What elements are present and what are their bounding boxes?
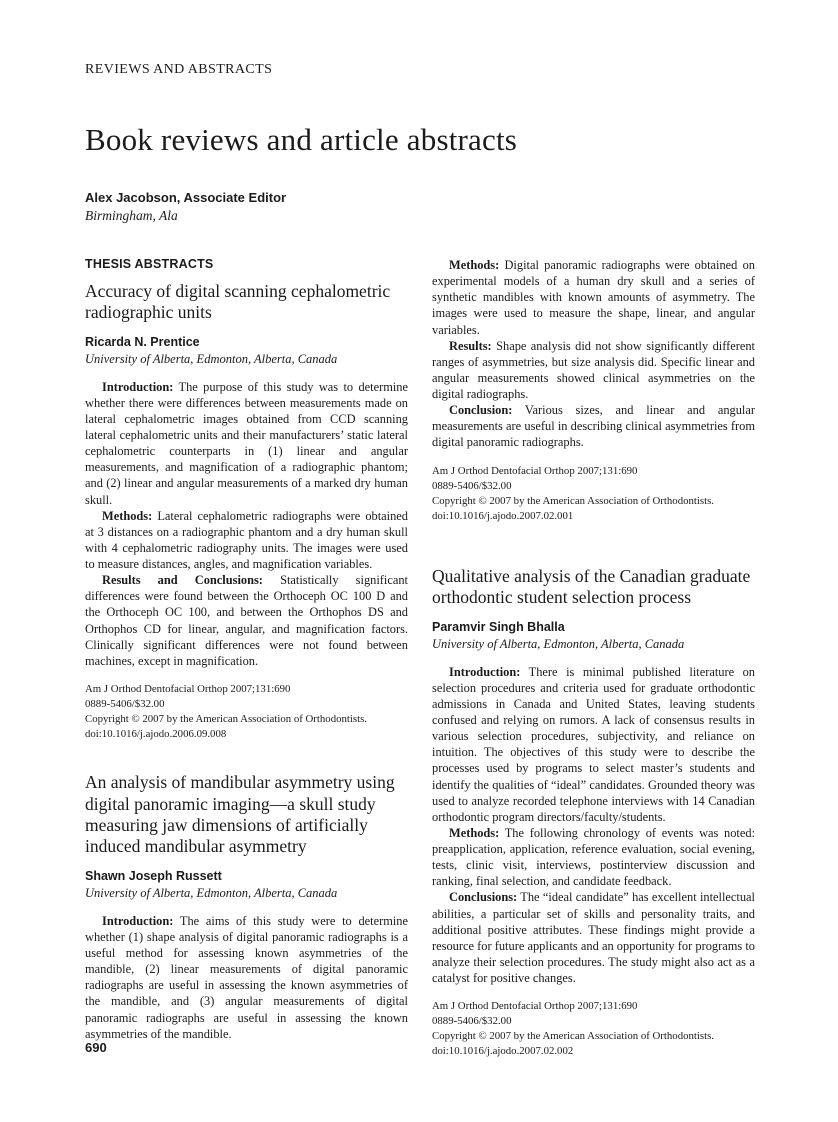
citation-line: doi:10.1016/j.ajodo.2007.02.001 <box>432 509 574 522</box>
citation-block <box>85 682 408 742</box>
article-author: Paramvir Singh Bhalla <box>432 619 565 634</box>
abstract-paragraph <box>85 572 408 669</box>
abstract-paragraph <box>85 508 408 573</box>
editor-location: Birmingham, Ala <box>85 208 178 223</box>
paragraph-label: Methods: <box>102 508 153 523</box>
paragraph-text: The following chronology of events was noted: preapplication, application, reference evaluation, social evening, tests, clinic visit, interviews, postinterview discussion and ranking, final selection, and candidate feedback. <box>432 825 756 889</box>
article-title: Qualitative analysis of the Canadian graduate orthodontic student selection process <box>432 565 751 608</box>
page-number: 690 <box>85 1040 107 1055</box>
citation-line: doi:10.1016/j.ajodo.2007.02.002 <box>432 1045 574 1058</box>
running-head: REVIEWS AND ABSTRACTS <box>85 62 273 77</box>
citation-line: Copyright © 2007 by the American Association of Orthodontists. <box>432 494 714 507</box>
article-affiliation: University of Alberta, Edmonton, Alberta, Canada <box>432 636 685 651</box>
abstract-paragraph <box>432 664 755 825</box>
citation-block <box>432 464 755 524</box>
paragraph-text: Digital panoramic radiographs were obtained on experimental models of a human dry skull and a series of synthetic mandibles with known amounts of asymmetry. The images were used to measure the shape, linear, and angular variables. <box>432 258 755 337</box>
article-affiliation: University of Alberta, Edmonton, Alberta, Canada <box>85 351 338 366</box>
abstract-paragraph <box>85 379 408 508</box>
page-title: Book reviews and article abstracts <box>85 122 518 157</box>
paragraph-text: Statistically significant differences were found between the Orthoceph OC 100 D and the Orthoceph OC 100, and between the Orthophos DS and Orthophos CD for linear, angular, and magnification factors. Clinically significant differences were not found between machines, except in magnification. <box>85 573 408 668</box>
abstract-paragraph <box>432 338 755 403</box>
editor-name: Alex Jacobson, Associate Editor <box>85 190 287 205</box>
paragraph-label: Introduction: <box>102 913 174 928</box>
article-author: Shawn Joseph Russett <box>85 868 222 883</box>
paragraph-text: The “ideal candidate” has excellent intellectual abilities, a particular set of skills and personality traits, and additional positive attributes. These findings might provide a resource for future applicants and an opportunity for programs to analyze their selection procedures. The study might also act as a catalyst for positive changes. <box>432 890 756 985</box>
paragraph-text: The purpose of this study was to determine whether there were differences between measurements made on lateral cephalometric images obtained from CCD scanning lateral cephalometric units and their manufacturers’ static lateral cephalometric counterparts in (1) linear and angular measurements, and magnification of a radiographic phantom; and (2) linear and angular measurements of a marked dry human skull. <box>85 379 409 507</box>
paragraph-label: Methods: <box>449 825 500 840</box>
left-column <box>85 257 408 1060</box>
citation-block <box>432 999 755 1059</box>
right-column <box>432 257 755 1060</box>
paragraph-text: Various sizes, and linear and angular measurements are useful in describing clinical asymmetries from digital panoramic radiographs. <box>432 403 755 450</box>
abstract-paragraph <box>85 913 408 1042</box>
article-author: Ricarda N. Prentice <box>85 334 200 349</box>
paragraph-label: Conclusion: <box>449 403 513 418</box>
paragraph-text: Lateral cephalometric radiographs were obtained at 3 distances on a radiographic phantom and a dry human skull with 4 cephalometric radiography units. The images were used to measure distances, angles, and magnification variables. <box>85 508 408 572</box>
citation-line: Copyright © 2007 by the American Association of Orthodontists. <box>432 1030 714 1043</box>
paragraph-label: Introduction: <box>449 664 521 679</box>
paragraph-label: Results and Conclusions: <box>102 573 263 588</box>
citation-line: Copyright © 2007 by the American Association of Orthodontists. <box>85 713 367 726</box>
paragraph-text: Shape analysis did not show significantly different ranges of asymmetries, but size analysis did. Specific linear and angular measurements showed clinical asymmetries on the digital radiographs. <box>432 338 755 401</box>
citation-line: 0889-5406/$32.00 <box>432 479 512 492</box>
page-content <box>85 62 755 1060</box>
citation-line: Am J Orthod Dentofacial Orthop 2007;131:690 <box>432 1000 638 1013</box>
citation-line: 0889-5406/$32.00 <box>432 1015 512 1028</box>
citation-line: 0889-5406/$32.00 <box>85 698 165 711</box>
paragraph-label: Conclusions: <box>449 890 518 905</box>
abstract-paragraph <box>432 825 755 890</box>
citation-line: Am J Orthod Dentofacial Orthop 2007;131:690 <box>432 464 638 477</box>
paragraph-label: Results: <box>449 338 492 353</box>
citation-line: doi:10.1016/j.ajodo.2006.09.008 <box>85 728 227 741</box>
article-title: Accuracy of digital scanning cephalometric radiographic units <box>85 281 391 323</box>
paragraph-label: Methods: <box>449 258 500 272</box>
paragraph-text: The aims of this study were to determine whether (1) shape analysis of digital panoramic radiographs is a useful method for assessing known asymmetries of the mandible, (2) linear measurements of digital panoramic radiographs are useful in assessing the known asymmetries of the mandible, and (3) angular measurements of digital panoramic radiographs are useful in assessing the known asymmetries of the mandible. <box>85 913 408 1041</box>
citation-line: Am J Orthod Dentofacial Orthop 2007;131:690 <box>85 682 291 695</box>
section-heading-thesis-abstracts: THESIS ABSTRACTS <box>85 257 214 271</box>
abstract-paragraph <box>432 889 755 986</box>
article-affiliation: University of Alberta, Edmonton, Alberta, Canada <box>85 885 338 900</box>
abstract-paragraph <box>432 402 755 450</box>
abstract-paragraph <box>432 257 755 338</box>
paragraph-text: There is minimal published literature on selection procedures and criteria used for graduate orthodontic admissions in Canada and United States, leaving students confused and relying on rumors. A lack of consensus results in various selection procedures, subjectivity, and reliance on intuition. The objectives of this study were to describe the processes used by programs to select master’s students and identify the qualities of “ideal” candidates. Grounded theory was used to analyze recorded telephone interviews with 14 Canadian orthodontic program directors/faculty/students. <box>432 664 755 824</box>
two-column-layout <box>85 257 755 1060</box>
paragraph-label: Introduction: <box>102 379 174 394</box>
article-title: An analysis of mandibular asymmetry using digital panoramic imaging—a skull study measuring jaw dimensions of artificially induced mandibular asymmetry <box>85 772 395 857</box>
